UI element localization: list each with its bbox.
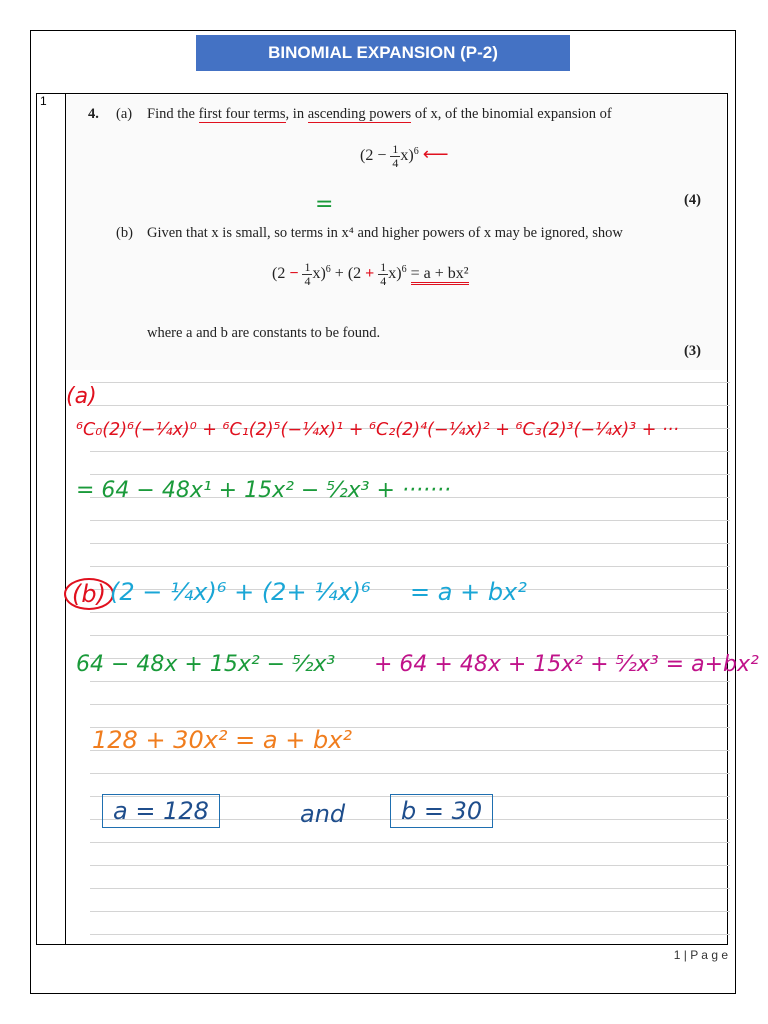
part-b-label: (b)	[116, 225, 133, 241]
part-a-highlight-2: ascending powers	[307, 106, 412, 122]
part-a-text	[147, 106, 612, 123]
expr-b-fraction-2	[378, 261, 388, 288]
ruled-line	[90, 543, 730, 544]
ruled-line	[90, 474, 730, 475]
expr-b-plus-red: +	[365, 265, 375, 283]
ruled-line	[90, 865, 730, 866]
ruled-line	[90, 566, 730, 567]
question-number: 4.	[88, 106, 99, 122]
question-image	[66, 95, 726, 370]
page-footer	[674, 948, 728, 962]
handwritten-b-line-2-green: 64 − 48x + 15x² − ⁵⁄₂x³	[76, 652, 336, 677]
expr-b-frac2-den: 4	[380, 274, 387, 288]
handwritten-part-a-label: (a)	[66, 384, 97, 409]
marks-a: (4)	[684, 192, 701, 208]
expression-a	[360, 143, 449, 170]
handwritten-a-line-2: = 64 − 48x¹ + 15x² − ⁵⁄₂x³ + ·······	[76, 478, 451, 503]
handwritten-a-line-1: ⁶C₀(2)⁶(−¼x)⁰ + ⁶C₁(2)⁵(−¼x)¹ + ⁶C₂(2)⁴(−¼x)² + ⁶C₃(2)³(−¼x)³ + ···	[76, 420, 679, 440]
part-b-where: where a and b are constants to be found.	[147, 325, 381, 341]
expr-b-open-2: (2	[347, 265, 362, 283]
expr-a-fraction	[390, 143, 400, 170]
expr-a-right: x)	[400, 147, 414, 165]
expr-a-frac-den: 4	[392, 156, 399, 170]
expr-b-frac2-num: 1	[380, 260, 387, 274]
handwritten-part-b-label: (b)	[64, 578, 114, 610]
handwritten-b-line-2-magenta: + 64 + 48x + 15x² + ⁵⁄₂x³ = a+bx²	[374, 652, 759, 677]
expr-b-plus: +	[334, 265, 344, 283]
expr-b-frac1-num: 1	[304, 260, 311, 274]
part-a-highlight-1: first four terms	[198, 106, 286, 122]
ruled-line	[90, 773, 730, 774]
expr-b-power-2: 6	[401, 263, 407, 275]
expr-b-x1: x)	[312, 265, 326, 283]
expr-a-power: 6	[413, 145, 419, 157]
expr-b-minus: −	[289, 265, 299, 283]
ruled-line	[90, 635, 730, 636]
row-number: 1	[40, 94, 47, 108]
answer-a-box: a = 128	[102, 794, 220, 828]
page-title: BINOMIAL EXPANSION (P-2)	[196, 35, 570, 71]
part-a-text-3: , in	[285, 106, 305, 122]
page-word: P a g e	[690, 948, 728, 962]
answer-b-box: b = 30	[390, 794, 493, 828]
expr-b-frac1-den: 4	[304, 274, 311, 288]
ruled-line	[90, 911, 730, 912]
marks-b: (3)	[684, 343, 701, 359]
ruled-line	[90, 405, 730, 406]
handwritten-b-line-3: 128 + 30x² = a + bx²	[92, 726, 353, 754]
expr-b-rhs: = a + bx²	[411, 265, 469, 285]
ruled-line	[90, 888, 730, 889]
handwritten-equals: =	[315, 192, 334, 217]
expr-b-open-1: (2	[272, 265, 286, 283]
ruled-line	[90, 842, 730, 843]
ruled-line	[90, 704, 730, 705]
part-b-text: Given that x is small, so terms in x⁴ and higher powers of x may be ignored, show	[147, 225, 623, 241]
ruled-line	[90, 520, 730, 521]
expr-a-frac-num: 1	[392, 142, 399, 156]
expr-a-left: (2 −	[360, 147, 387, 165]
page-number: 1	[673, 948, 681, 962]
part-a-label: (a)	[116, 106, 133, 122]
handwritten-b-line-1: (2 − ¼x)⁶ + (2+ ¼x)⁶	[110, 578, 371, 606]
expr-b-fraction-1	[302, 261, 312, 288]
expr-b-power-1: 6	[325, 263, 331, 275]
page-separator: |	[683, 948, 687, 962]
part-a-text-5: of x, of the binomial expansion of	[414, 106, 612, 122]
expr-b-x2: x)	[388, 265, 402, 283]
ruled-line	[90, 681, 730, 682]
red-arrow-icon: ⟵	[422, 144, 449, 165]
part-a-text-1: Find the	[147, 106, 195, 122]
ruled-line	[90, 934, 730, 935]
answer-and: and	[300, 800, 346, 828]
ruled-line	[90, 451, 730, 452]
handwritten-b-line-1-rhs: = a + bx²	[410, 578, 527, 606]
ruled-line	[90, 382, 730, 383]
ruled-line	[90, 612, 730, 613]
expression-b	[272, 261, 469, 288]
